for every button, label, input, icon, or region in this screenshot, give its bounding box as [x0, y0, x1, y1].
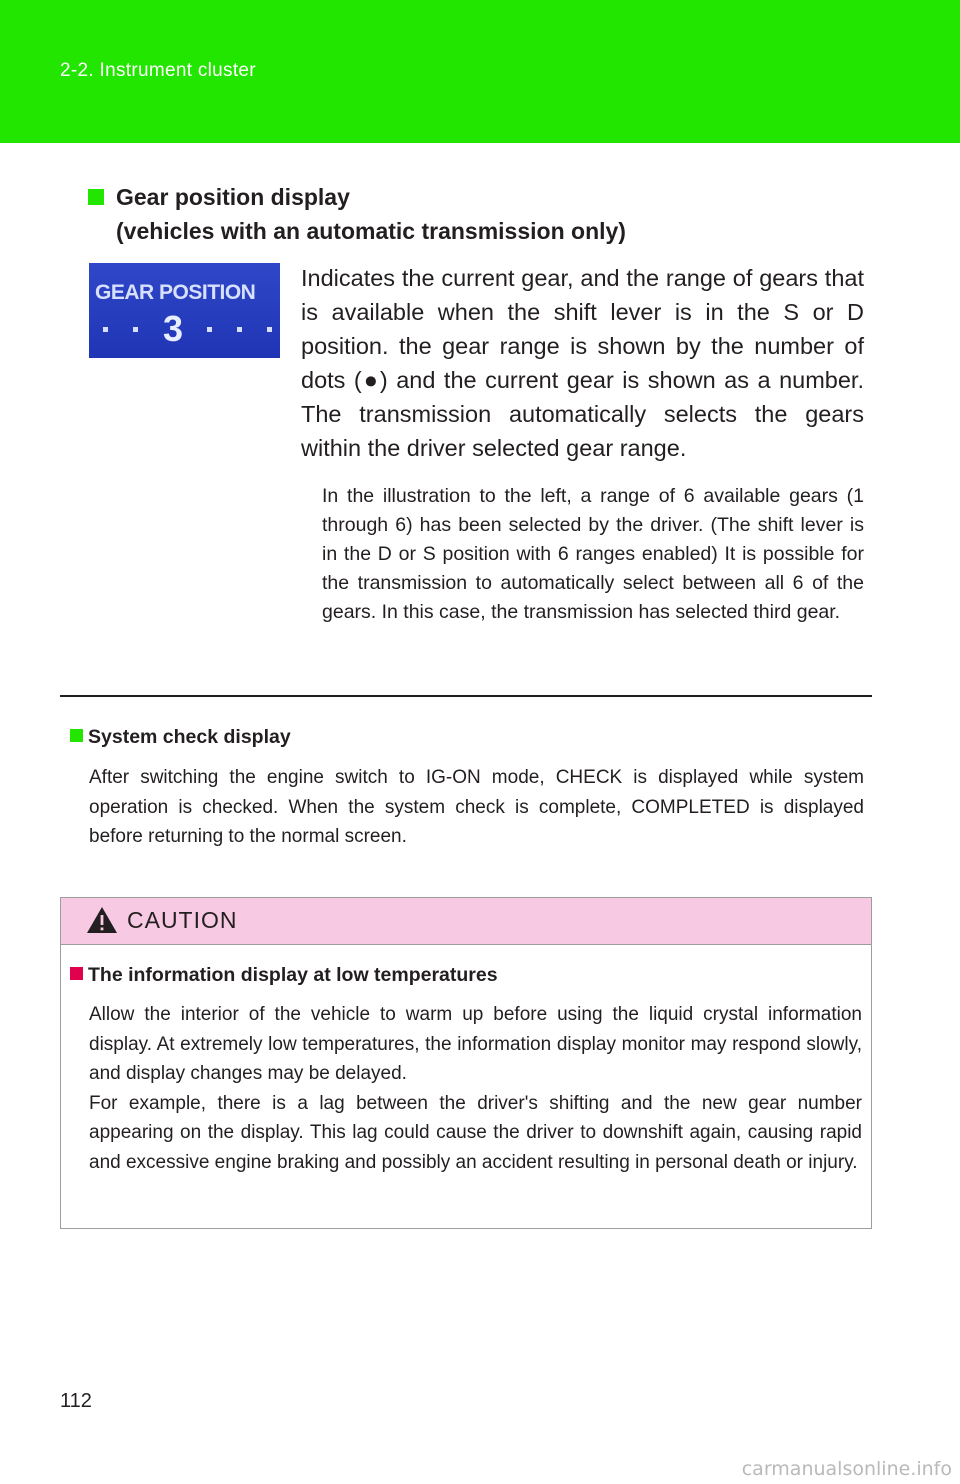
gear-section-heading — [88, 180, 626, 248]
gear-display-dots — [97, 309, 273, 349]
gear-dot-icon — [237, 327, 242, 332]
caution-box — [60, 897, 872, 1229]
gear-display-label: GEAR POSITION — [95, 281, 256, 304]
breadcrumb: 2-2. Instrument cluster — [60, 60, 256, 81]
caution-subheading-text: The information display at low temperatures — [88, 964, 498, 986]
warning-triangle-icon — [86, 906, 118, 934]
caution-header — [61, 898, 871, 945]
system-check-heading-text: System check display — [88, 726, 291, 748]
page-number: 112 — [60, 1390, 92, 1412]
system-check-heading — [70, 726, 291, 749]
section-bullet-icon — [88, 189, 104, 205]
subsection-bullet-icon — [70, 729, 83, 742]
caution-title: CAUTION — [127, 907, 238, 933]
header-band — [0, 0, 960, 143]
caution-bullet-icon — [70, 967, 83, 980]
watermark: carmanualsonline.info — [741, 1458, 952, 1480]
system-check-body: After switching the engine switch to IG-ON mode, CHECK is displayed while system operation is checked. When the system check is complete, COMPLETED is displayed before returning to the normal screen. — [89, 767, 864, 847]
gear-dot-icon — [133, 327, 138, 332]
caution-subheading — [70, 964, 498, 987]
caution-body — [89, 1000, 862, 1177]
gear-position-display-image — [89, 263, 280, 358]
gear-heading-line2: (vehicles with an automatic transmission only) — [116, 218, 626, 244]
gear-dot-icon — [267, 327, 272, 332]
caution-paragraph: Allow the interior of the vehicle to warm up before using the liquid crystal information display. At extremely low temperatures, the information display monitor may respond slowly, and display changes may be delayed. — [89, 1004, 862, 1084]
gear-heading-line1: Gear position display — [116, 184, 350, 210]
section-divider — [60, 695, 872, 697]
gear-dot-icon — [207, 327, 212, 332]
gear-number: 3 — [163, 308, 184, 349]
gear-dot-icon — [103, 327, 108, 332]
caution-paragraph: For example, there is a lag between the driver's shifting and the new gear number appearing on the display. This lag could cause the driver to downshift again, causing rapid and excessive engine braking and possibly an accident resulting in personal death or injury. — [89, 1092, 862, 1173]
gear-detail-text: In the illustration to the left, a range of 6 available gears (1 through 6) has been selected by the driver. (The shift lever is in the D or S position with 6 ranges enabled) It is possible for the transmission to automatically select between all 6 of the gears. In this case, the transmission has selected third gear. — [322, 485, 864, 623]
gear-main-text: Indicates the current gear, and the range of gears that is available when the shift lever is in the S or D position. the gear range is shown by the number of dots (●) and the current gear is shown as a number. The transmission automatically selects the gears within the driver selected gear range. — [301, 265, 864, 461]
